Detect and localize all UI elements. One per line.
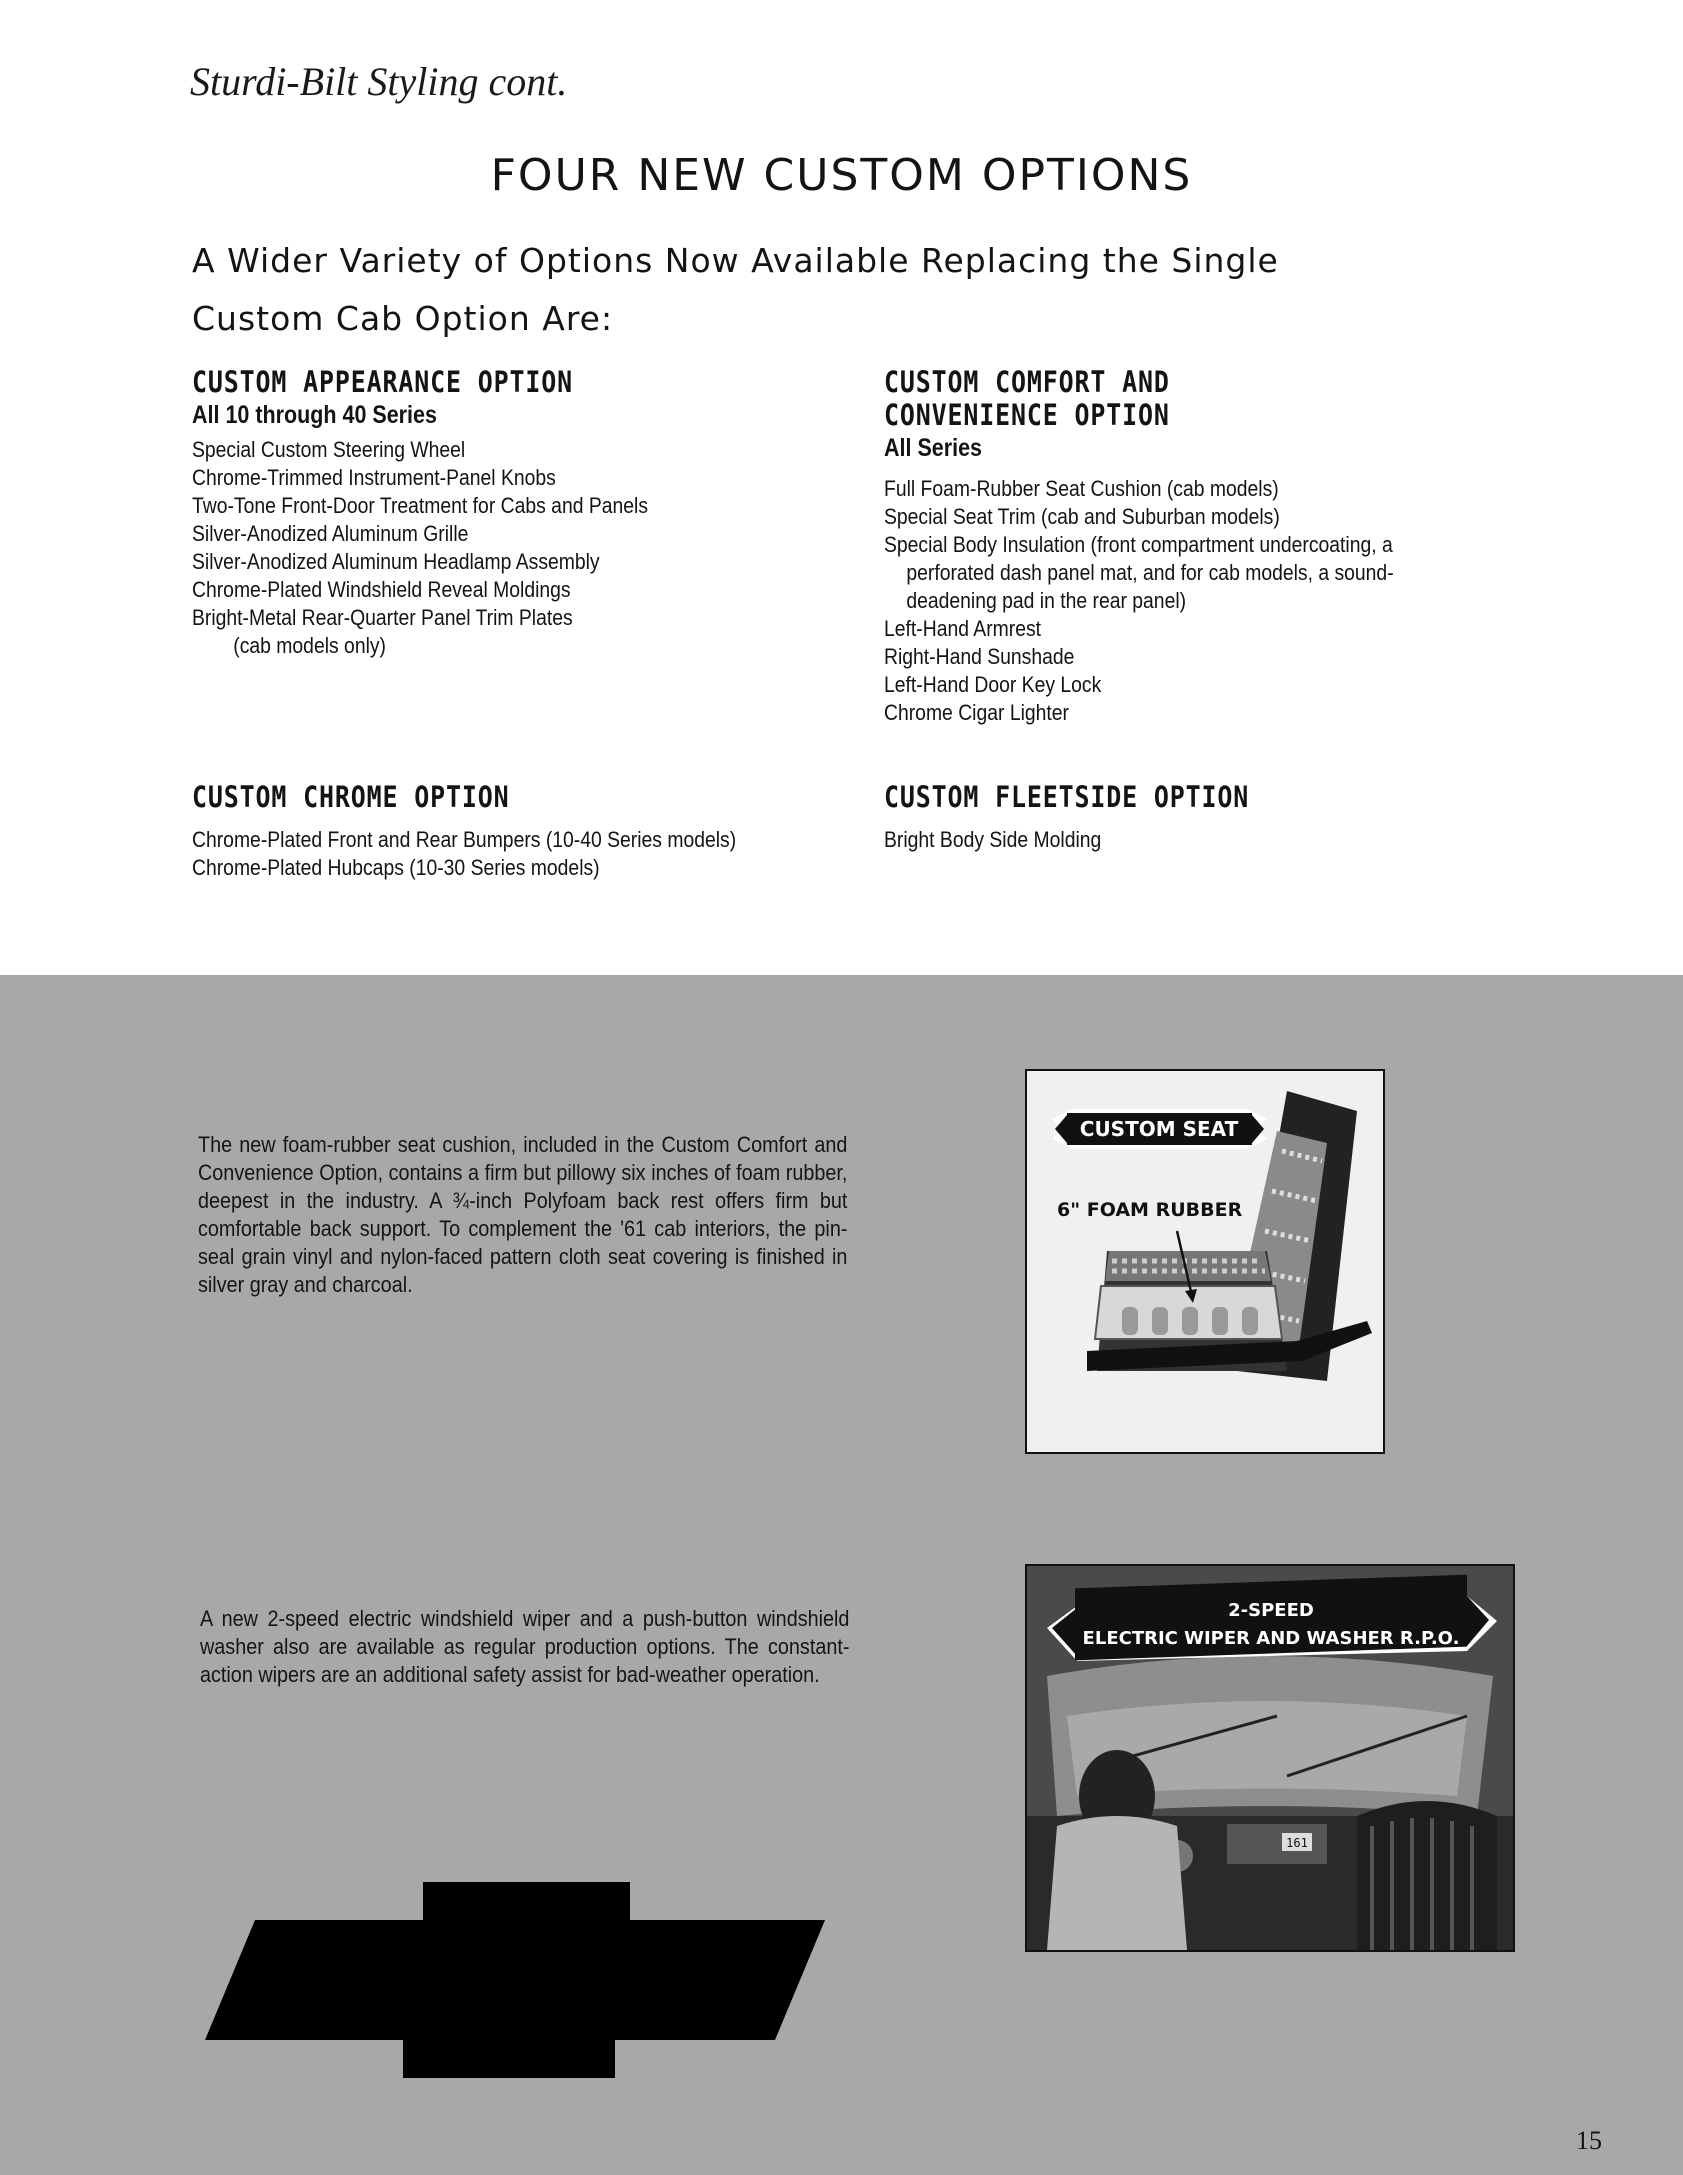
custom-seat-banner bbox=[1052, 1109, 1267, 1149]
wiper-banner-line-2: ELECTRIC WIPER AND WASHER R.P.O. bbox=[1082, 1628, 1460, 1649]
custom-seat-photo bbox=[1025, 1069, 1385, 1454]
list-item: Right-Hand Sunshade bbox=[884, 644, 1075, 669]
comfort-option-heading-line-2: CONVENIENCE OPTION bbox=[884, 398, 1170, 432]
page-number: 15 bbox=[1576, 2126, 1602, 2155]
list-item: Chrome Cigar Lighter bbox=[884, 700, 1069, 725]
appearance-option-heading: CUSTOM APPEARANCE OPTION bbox=[192, 365, 574, 399]
comfort-option-heading-line-1: CUSTOM COMFORT AND bbox=[884, 365, 1170, 399]
list-item: Full Foam-Rubber Seat Cushion (cab models) bbox=[884, 476, 1279, 501]
appearance-option-series: All 10 through 40 Series bbox=[192, 401, 437, 429]
subtitle-line-2: Custom Cab Option Are: bbox=[192, 299, 614, 338]
subtitle bbox=[192, 232, 1572, 348]
list-item: Two-Tone Front-Door Treatment for Cabs and Panels bbox=[192, 493, 649, 518]
seat-illustration bbox=[1027, 1071, 1383, 1452]
fleetside-option-heading: CUSTOM FLEETSIDE OPTION bbox=[884, 780, 1250, 814]
wiper-photo bbox=[1025, 1564, 1515, 1952]
fleetside-option-list bbox=[884, 826, 1564, 854]
wiper-caption: A new 2-speed electric windshield wiper and a push-button windshield washer also are available as regular production options. The constant-action wipers are an additional safety assist for bad-weather operation. bbox=[200, 1606, 850, 1687]
running-head: Sturdi-Bilt Styling cont. bbox=[190, 59, 568, 104]
subtitle-line-1: A Wider Variety of Options Now Available Replacing the Single bbox=[192, 241, 1279, 280]
list-item: Special Body Insulation (front compartment undercoating, a bbox=[884, 532, 1393, 557]
list-item: Left-Hand Armrest bbox=[884, 616, 1042, 641]
seat-caption: The new foam-rubber seat cushion, included in the Custom Comfort and Convenience Option, contains a firm but pillowy six inches of foam rubber, deepest in the industry. A ¾-inch Polyfoam back rest offers firm but comfortable back support. To complement the '61 cab interiors, the pin-seal grain vinyl and nylon-faced pattern cloth seat covering is finished in silver gray and charcoal. bbox=[198, 1132, 848, 1297]
list-item: Chrome-Trimmed Instrument-Panel Knobs bbox=[192, 465, 556, 490]
list-item: Chrome-Plated Hubcaps (10-30 Series models) bbox=[192, 855, 600, 880]
appearance-option-list bbox=[192, 436, 872, 660]
fleetside-option-section bbox=[884, 781, 1564, 854]
list-item: Silver-Anodized Aluminum Grille bbox=[192, 521, 469, 546]
foam-rubber-label: 6" FOAM RUBBER bbox=[1057, 1199, 1243, 1221]
seat-banner-text: CUSTOM SEAT bbox=[1079, 1117, 1239, 1141]
list-item: deadening pad in the rear panel) bbox=[906, 588, 1187, 613]
chrome-option-heading: CUSTOM CHROME OPTION bbox=[192, 780, 510, 814]
list-item: Special Custom Steering Wheel bbox=[192, 437, 466, 462]
list-item: Chrome-Plated Windshield Reveal Moldings bbox=[192, 577, 571, 602]
chrome-option-list bbox=[192, 826, 872, 882]
list-item: Silver-Anodized Aluminum Headlamp Assembly bbox=[192, 549, 600, 574]
list-item: Bright-Metal Rear-Quarter Panel Trim Plates bbox=[192, 605, 573, 630]
page-title: FOUR NEW CUSTOM OPTIONS bbox=[490, 150, 1193, 201]
wiper-illustration bbox=[1027, 1566, 1513, 1950]
list-item: (cab models only) bbox=[233, 633, 386, 658]
list-item: Chrome-Plated Front and Rear Bumpers (10-40 Series models) bbox=[192, 827, 737, 852]
list-item: Bright Body Side Molding bbox=[884, 827, 1102, 852]
comfort-option-list bbox=[884, 475, 1604, 727]
wiper-banner-line-1: 2-SPEED bbox=[1228, 1600, 1314, 1621]
comfort-option-series: All Series bbox=[884, 434, 982, 462]
list-item: Special Seat Trim (cab and Suburban models) bbox=[884, 504, 1280, 529]
wiper-banner bbox=[1047, 1575, 1497, 1661]
list-item: perforated dash panel mat, and for cab models, a sound- bbox=[906, 560, 1394, 585]
chrome-option-section bbox=[192, 781, 872, 882]
gauge-readout: 161 bbox=[1286, 1836, 1308, 1850]
comfort-option-section bbox=[884, 366, 1604, 727]
chevrolet-bowtie-logo bbox=[205, 1880, 825, 2080]
appearance-option-section bbox=[192, 366, 872, 660]
list-item: Left-Hand Door Key Lock bbox=[884, 672, 1102, 697]
